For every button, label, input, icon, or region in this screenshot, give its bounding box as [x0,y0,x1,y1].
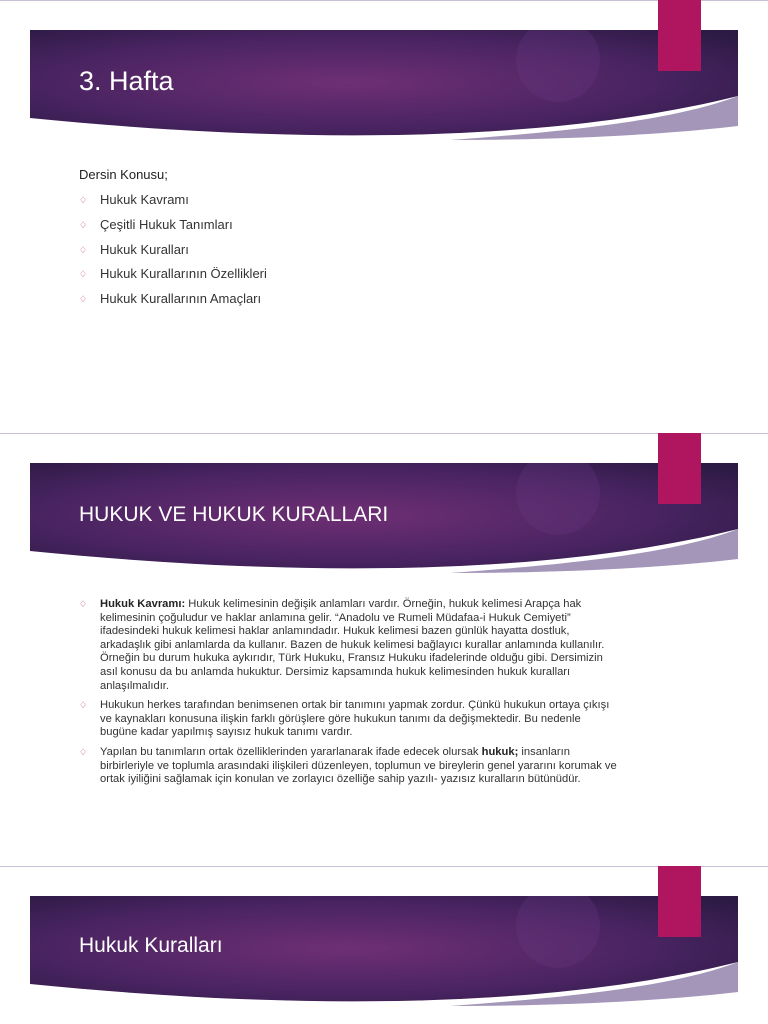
bullet-icon: ♢ [79,746,88,757]
bullet-icon: ♢ [79,244,88,255]
topic-heading: Dersin Konusu; [79,167,168,182]
bullet-icon: ♢ [79,599,88,609]
bullet-icon: ♢ [79,294,88,305]
slide-title: 3. Hafta [79,66,174,96]
accent-bar [658,866,701,937]
topic-list [79,190,267,314]
slide-title: Hukuk Kuralları [79,934,223,957]
bullet-icon: ♢ [79,195,88,205]
accent-bar [658,433,701,504]
paragraph-list [79,598,619,793]
accent-bar [658,0,701,71]
slide-1 [0,0,768,432]
list-item: ♢ Hukuk Kurallarının Amaçları [79,289,267,314]
paragraph-text: Hukuk kelimesinin değişik anlamları vardır. Örneğin, hukuk kelimesi Arapça hak kelimesinin çoğuludur ve haklar anlamına gelir. “Anadolu ve Rumeli Müdafaa-i Hukuk Cemiyeti” ifadesindeki hukuk kelimesi haklar anlamındadır. Hukuk kelimesi bazen günlük hayatta dostluk, arkadaşlık gibi anlamlarda da kullanır. Bazen de hukuk kelimesi bağlayıcı kurallar anlamında kullanılır. Örneğin bu durum hukuka aykırıdır, Türk Hukuku, Fransız Hukuku ifadelerinde olduğu gibi. Dersimizin asıl konusu da bu anlamda hukuktur. Dersimiz kapsamında hukuk kelimesinden hukuk kuralları anlaşılmalıdır. [100,598,605,692]
bullet-icon: ♢ [79,219,88,230]
paragraph-text: insanların birbirleriyle ve toplumla arasındaki ilişkileri düzenleyen, toplumun ve bireylerin genel yararını korumak ve ortak iyiliğini sağlamak için konulan ve zorlayıcı özelliğe sahip yazılı- yazısız kuralların bütünüdür. [100,745,617,786]
slide-divider [0,0,768,1]
term-label: hukuk; [481,745,519,758]
list-item: ♢ Çeşitli Hukuk Tanımları [79,215,267,240]
list-item: ♢ Hukuk Kavramı [79,190,267,215]
slide-divider [0,866,768,867]
list-item [79,598,619,693]
paragraph-text: Hukukun herkes tarafından benimsenen ortak bir tanımını yapmak zordur. Çünkü hukukun ortaya çıkışı ve kaynakları konusuna ilişkin farklı görüşlere göre hukukun tanımı da değişmektedir. Bu nedenle bugüne kadar yapılmış sayısız hukuk tanımı vardır. [100,699,610,739]
bullet-icon: ♢ [79,700,88,711]
paragraph-text: Yapılan bu tanımların ortak özelliklerinden yararlanarak ifade edecek olursak [100,745,482,758]
slide-title: HUKUK VE HUKUK KURALLARI [79,503,389,526]
list-item [79,699,619,740]
list-item: ♢ Hukuk Kurallarının Özellikleri [79,264,267,289]
term-label: Hukuk Kavramı: [100,598,186,610]
bullet-icon: ♢ [79,269,88,280]
list-item [79,746,619,787]
slide-divider [0,433,768,434]
list-item: ♢ Hukuk Kuralları [79,240,267,265]
